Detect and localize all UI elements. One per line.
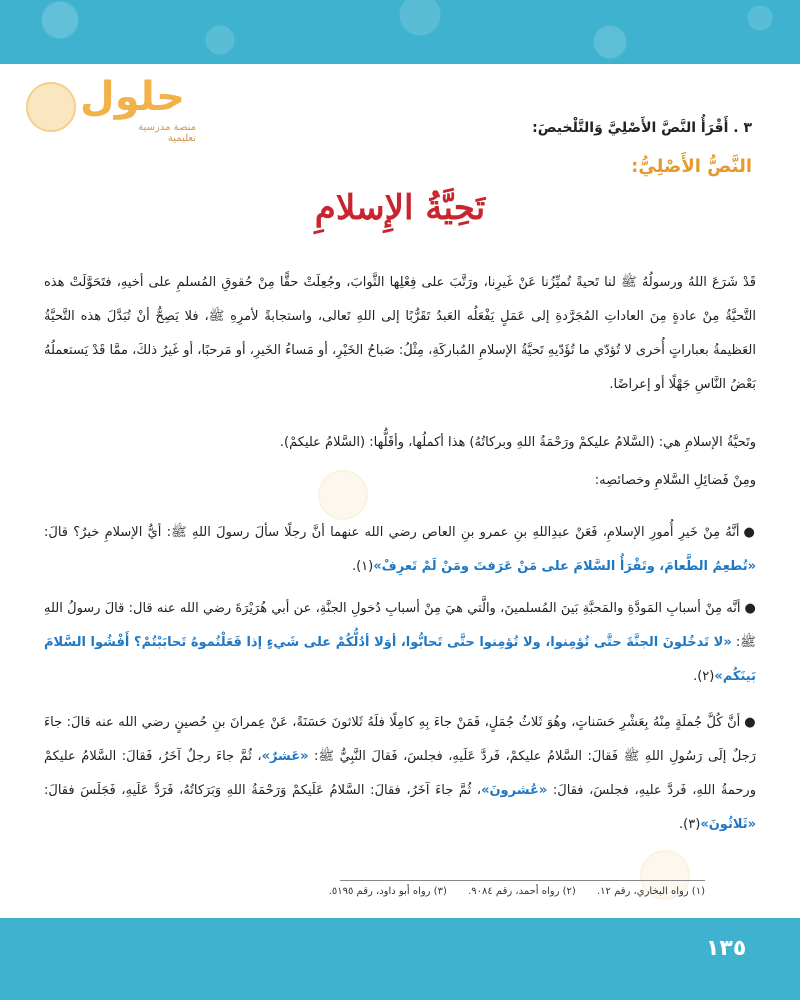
logo-word: حلول: [80, 74, 185, 120]
intro-paragraph: قَدْ شَرَعَ اللهُ ورسولُهُ ﷺ لنا تَحيةً تُميِّزُنا عَنْ غَيرِنا، ورَتَّبَ على فِعْلِها الثَّوابَ، وجُعِلَتْ حقًّا مِنْ حُقوقِ المُسلمِ على أخيهِ، فتَحَوَّلَتْ هذه التَّحيَّةُ مِنْ عادةٍ مِنَ العاداتِ المُجَرَّدةِ إلى عَمَلٍ يَفْعَلُه العَبدُ تَقَرُّبًا إلى اللهِ تَعالى، واستجابةً لأمرِهِ ﷺ، فلا يَصِحُّ أنْ تُبَدَّلَ هذه التَّحيَّةُ العَظيمةُ بعباراتٍ أُخرى لا تُؤدّي ما تُؤَدّيهِ تَحيَّةُ الإسلامِ المُباركَةِ، مِثْلُ: صَباحُ الخَيْرِ، أو مَساءُ الخَيرِ، أو مَرحبًا، أو غَيرُ ذلكَ، ممَّا قَدْ يَستعملُهُ بَعْضُ النَّاسِ جَهْلًا أو إعراضًا.: [44, 275, 756, 392]
virtues-intro: ومِنْ فَضائِلِ السَّلامِ وخصائصِه:: [594, 473, 756, 488]
footnotes: [205, 886, 705, 897]
virtue-1-text: أنَّهُ مِنْ خَيرِ أُمورِ الإسلامِ، فَعَنْ عبدِاللهِ بنِ عمرو بنِ العاص رضي الله عنهما أنَّ رجلًا سألَ رسولَ اللهِ ﷺ: أيُّ الإسلامِ خيرٌ؟ قالَ:: [44, 525, 740, 540]
virtue-3-mid-2: ، ثُمَّ جاءَ آخَرُ، فقالَ: السَّلامُ عَلَيكمْ وَرَحْمَةُ اللهِ وَبَرَكاتُهُ، فَرَدَّ عَلَيهِ، فَجَلَسَ فقالَ:: [44, 783, 482, 798]
bullet-icon: ●: [744, 601, 757, 616]
hadith-quote-3b: «عُشرونَ»: [481, 783, 548, 798]
hadith-quote-3c: «ثَلاثُونَ»: [700, 817, 756, 832]
virtue-item-2: [44, 592, 756, 694]
bullet-icon: ●: [744, 715, 756, 730]
section-number-heading: ٣ . أَقْرَأُ النَّصَّ الأَصْلِيَّ وَالتَّلْخيصَ:: [532, 120, 752, 136]
footnote-ref-3: (٣).: [679, 817, 701, 832]
top-banner: [0, 0, 800, 64]
logo-tagline: منصة مدرسية تعليمية: [138, 122, 196, 144]
hadith-quote-2: «لا تَدخُلونَ الجنَّةَ حتَّى تُؤمِنوا، ولا تُؤمِنوا حتَّى تَحابُّوا، أوَلا أدُلُّكُمْ على شَيءٍ إذا فَعَلْتُموهُ تَحابَبْتُمْ؟ أَفْشُوا السَّلامَ بَينَكُم»: [44, 635, 756, 684]
logo-mark-icon: [26, 82, 76, 132]
hadith-quote-1: «تُطعِمُ الطَّعامَ، وتَقْرَأُ السَّلامَ على مَنْ عَرَفتَ ومَنْ لَمْ تَعرِفْ»: [373, 559, 756, 574]
footnote-divider: [340, 880, 705, 881]
virtue-3-text: أنَّ كُلَّ جُملَةٍ مِنْهُ بِعَشْرِ حَسَناتٍ، وهُوَ ثَلاثُ جُمَلٍ، فَمَنْ جاءَ بِهِ كامِلًا فلَهُ ثَلاثونَ حَسَنَةً، عَنْ عِمرانَ بنِ حُصينٍ رضي الله عنه قالَ: جاءَ رَجلٌ إلَى رَسُولِ اللهِ ﷺ فَقالَ: السَّلامُ عليكمْ، فَردَّ عَلَيهِ، فجلسَ، فَقالَ النَّبِيُّ ﷺ:: [44, 715, 756, 764]
virtue-item-3: [44, 706, 756, 842]
footnote-ref-2: (٢).: [693, 669, 715, 684]
section-sub-heading: النَّصُّ الأَصْلِيُّ:: [631, 156, 752, 177]
footnote-2: (٢) رواه أحمد، رقم ٩٠٨٤.: [468, 886, 576, 897]
page-number: ١٣٥: [706, 936, 747, 961]
hadith-quote-3a: «عَشرٌ»: [261, 749, 309, 764]
bottom-bar: [0, 918, 800, 1000]
footnote-ref-1: (١).: [351, 559, 374, 574]
virtue-item-1: [44, 516, 756, 584]
greeting-definition: وتَحيَّةُ الإسلامِ هي: (السَّلامُ عليكمْ ورَحْمَةُ اللهِ وبركاتُهُ) هذا أكملُها، وأقَلُّها: (السَّلامُ عليكمْ).: [279, 435, 756, 450]
bullet-icon: ●: [743, 525, 757, 540]
footnote-3: (٣) رواه أبو داود، رقم ٥١٩٥.: [328, 886, 447, 897]
page-title: تَحِيَّةُ الإِسلامِ: [314, 188, 486, 228]
virtue-2-text: أنَّه مِنْ أسبابِ المَودَّةِ والمَحبَّةِ بَينَ المُسلمينَ، والَّتي هيَ مِنْ أسبابِ دُخولِ الجنَّةِ، عن أبي هُرَيْرَةَ رضي الله عنه قال: قالَ رسولُ اللهِ ﷺ:: [44, 601, 757, 650]
footnote-1: (١) رواه البخاري، رقم ١٢.: [596, 886, 705, 897]
virtue-3-mid-1: ، ثُمَّ جاءَ رجلٌ آخَرُ، فَقالَ: السَّلامُ عليكمْ ورحمةُ اللهِ، فَردَّ عليهِ، فجلسَ، فقالَ:: [44, 749, 756, 798]
brand-logo: [26, 74, 196, 144]
